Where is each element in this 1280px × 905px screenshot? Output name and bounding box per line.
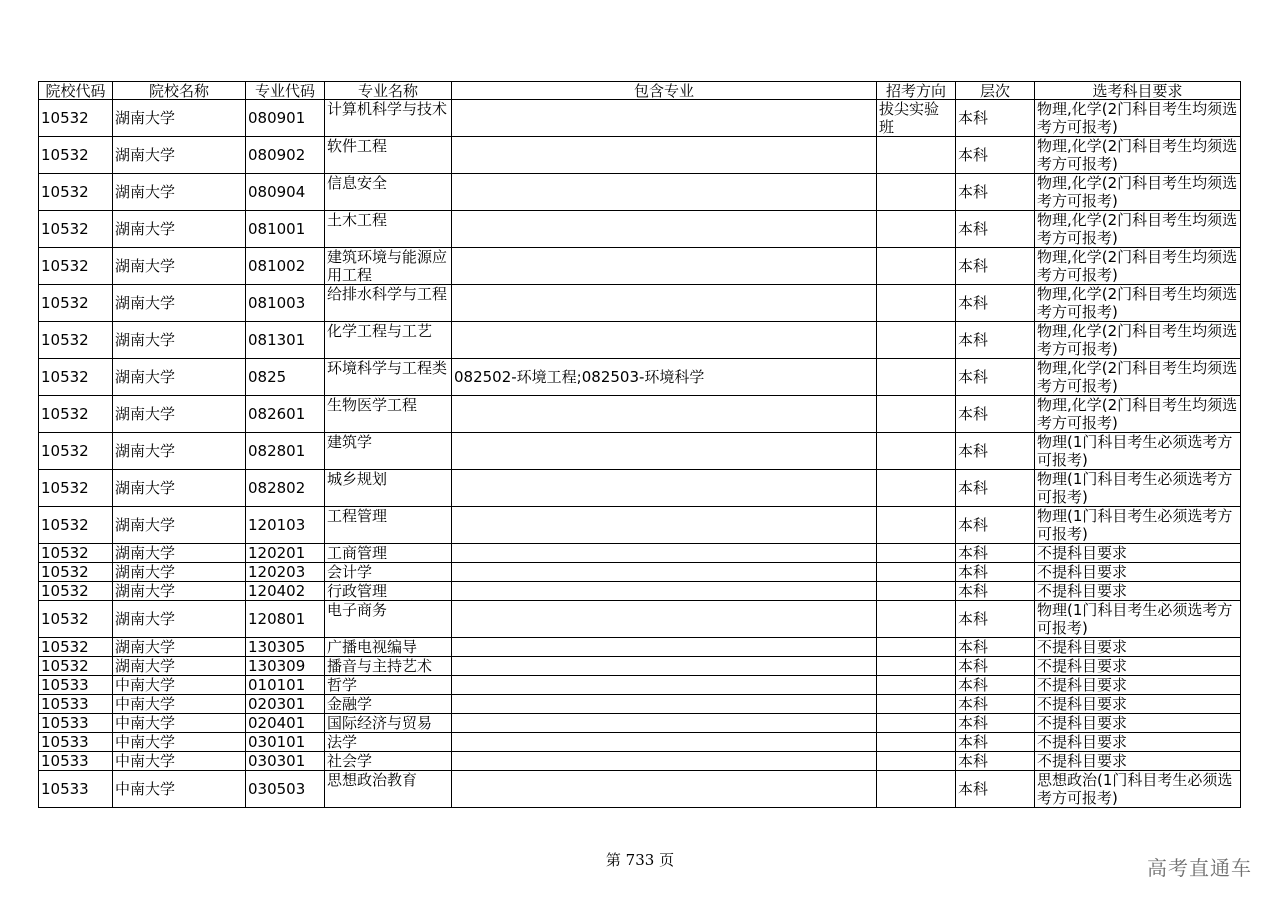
- cell-major-code: 080901: [246, 100, 325, 137]
- cell-subject-requirement: 不提科目要求: [1035, 752, 1241, 771]
- table-row: [39, 100, 1241, 137]
- cell-school-name: 湖南大学: [113, 657, 246, 676]
- cell-subject-requirement: 物理,化学(2门科目考生均须选考方可报考): [1035, 248, 1241, 285]
- cell-major-name: 化学工程与工艺: [325, 322, 452, 359]
- cell-level: 本科: [956, 211, 1035, 248]
- cell-subject-requirement: 物理,化学(2门科目考生均须选考方可报考): [1035, 174, 1241, 211]
- table-row: [39, 285, 1241, 322]
- cell-major-name: 国际经济与贸易: [325, 714, 452, 733]
- cell-included-majors: [452, 657, 877, 676]
- cell-subject-requirement: 不提科目要求: [1035, 544, 1241, 563]
- cell-school-code: 10532: [39, 507, 113, 544]
- cell-major-name: 计算机科学与技术: [325, 100, 452, 137]
- cell-major-name: 建筑学: [325, 433, 452, 470]
- cell-direction: [877, 359, 956, 396]
- col-header-major-name: 专业名称: [325, 82, 452, 100]
- cell-school-code: 10532: [39, 563, 113, 582]
- cell-school-name: 湖南大学: [113, 433, 246, 470]
- cell-school-name: 湖南大学: [113, 601, 246, 638]
- cell-included-majors: [452, 396, 877, 433]
- cell-level: 本科: [956, 174, 1035, 211]
- cell-school-name: 湖南大学: [113, 285, 246, 322]
- cell-level: 本科: [956, 396, 1035, 433]
- cell-subject-requirement: 不提科目要求: [1035, 714, 1241, 733]
- cell-direction: [877, 563, 956, 582]
- table-row: [39, 676, 1241, 695]
- cell-subject-requirement: 不提科目要求: [1035, 638, 1241, 657]
- cell-included-majors: [452, 137, 877, 174]
- col-header-direction: 招考方向: [877, 82, 956, 100]
- table-row: [39, 733, 1241, 752]
- cell-included-majors: [452, 714, 877, 733]
- cell-major-name: 土木工程: [325, 211, 452, 248]
- cell-included-majors: [452, 433, 877, 470]
- cell-subject-requirement: 物理(1门科目考生必须选考方可报考): [1035, 433, 1241, 470]
- cell-school-code: 10532: [39, 137, 113, 174]
- table-row: [39, 359, 1241, 396]
- cell-level: 本科: [956, 507, 1035, 544]
- cell-school-code: 10533: [39, 771, 113, 808]
- cell-level: 本科: [956, 285, 1035, 322]
- cell-major-name: 电子商务: [325, 601, 452, 638]
- header-row: [39, 82, 1241, 100]
- cell-major-code: 030301: [246, 752, 325, 771]
- cell-level: 本科: [956, 470, 1035, 507]
- col-header-subject-requirement: 选考科目要求: [1035, 82, 1241, 100]
- cell-school-name: 湖南大学: [113, 174, 246, 211]
- cell-major-name: 信息安全: [325, 174, 452, 211]
- cell-level: 本科: [956, 638, 1035, 657]
- cell-major-name: 播音与主持艺术: [325, 657, 452, 676]
- cell-major-code: 082601: [246, 396, 325, 433]
- cell-level: 本科: [956, 582, 1035, 601]
- cell-level: 本科: [956, 248, 1035, 285]
- cell-subject-requirement: 物理,化学(2门科目考生均须选考方可报考): [1035, 396, 1241, 433]
- cell-major-name: 建筑环境与能源应用工程: [325, 248, 452, 285]
- cell-included-majors: [452, 507, 877, 544]
- cell-level: 本科: [956, 695, 1035, 714]
- cell-major-code: 020401: [246, 714, 325, 733]
- table-row: [39, 433, 1241, 470]
- cell-level: 本科: [956, 733, 1035, 752]
- cell-school-name: 中南大学: [113, 733, 246, 752]
- cell-major-name: 社会学: [325, 752, 452, 771]
- cell-major-name: 生物医学工程: [325, 396, 452, 433]
- cell-direction: [877, 174, 956, 211]
- cell-included-majors: [452, 676, 877, 695]
- cell-major-code: 120801: [246, 601, 325, 638]
- cell-included-majors: [452, 752, 877, 771]
- cell-level: 本科: [956, 544, 1035, 563]
- cell-major-name: 法学: [325, 733, 452, 752]
- cell-school-name: 中南大学: [113, 676, 246, 695]
- cell-major-code: 120103: [246, 507, 325, 544]
- table-row: [39, 544, 1241, 563]
- table-row: [39, 470, 1241, 507]
- cell-included-majors: [452, 601, 877, 638]
- cell-major-code: 082802: [246, 470, 325, 507]
- cell-major-code: 081301: [246, 322, 325, 359]
- cell-major-name: 行政管理: [325, 582, 452, 601]
- cell-major-name: 给排水科学与工程: [325, 285, 452, 322]
- cell-school-name: 湖南大学: [113, 507, 246, 544]
- cell-direction: [877, 695, 956, 714]
- cell-school-code: 10532: [39, 285, 113, 322]
- cell-level: 本科: [956, 601, 1035, 638]
- table-row: [39, 601, 1241, 638]
- cell-level: 本科: [956, 137, 1035, 174]
- cell-included-majors: [452, 285, 877, 322]
- cell-included-majors: [452, 638, 877, 657]
- cell-major-name: 思想政治教育: [325, 771, 452, 808]
- cell-major-code: 030503: [246, 771, 325, 808]
- cell-direction: [877, 752, 956, 771]
- cell-major-name: 会计学: [325, 563, 452, 582]
- table-row: [39, 771, 1241, 808]
- table-body: [39, 100, 1241, 808]
- cell-major-code: 080904: [246, 174, 325, 211]
- cell-school-name: 中南大学: [113, 695, 246, 714]
- cell-major-code: 020301: [246, 695, 325, 714]
- cell-included-majors: [452, 563, 877, 582]
- cell-direction: [877, 470, 956, 507]
- table-row: [39, 657, 1241, 676]
- cell-level: 本科: [956, 714, 1035, 733]
- cell-subject-requirement: 不提科目要求: [1035, 657, 1241, 676]
- cell-level: 本科: [956, 100, 1035, 137]
- cell-subject-requirement: 物理,化学(2门科目考生均须选考方可报考): [1035, 100, 1241, 137]
- table-row: [39, 638, 1241, 657]
- cell-school-code: 10532: [39, 174, 113, 211]
- cell-included-majors: [452, 771, 877, 808]
- cell-subject-requirement: 不提科目要求: [1035, 676, 1241, 695]
- cell-included-majors: [452, 582, 877, 601]
- cell-major-name: 软件工程: [325, 137, 452, 174]
- admission-table: [38, 81, 1241, 808]
- cell-included-majors: [452, 211, 877, 248]
- watermark: 高考直通车: [1147, 856, 1252, 880]
- cell-level: 本科: [956, 657, 1035, 676]
- cell-direction: [877, 248, 956, 285]
- col-header-level: 层次: [956, 82, 1035, 100]
- cell-school-name: 湖南大学: [113, 582, 246, 601]
- cell-direction: [877, 285, 956, 322]
- cell-major-code: 010101: [246, 676, 325, 695]
- cell-direction: 拔尖实验班: [877, 100, 956, 137]
- cell-major-name: 金融学: [325, 695, 452, 714]
- cell-direction: [877, 733, 956, 752]
- cell-school-name: 湖南大学: [113, 638, 246, 657]
- cell-school-code: 10533: [39, 695, 113, 714]
- table-row: [39, 582, 1241, 601]
- cell-included-majors: [452, 174, 877, 211]
- cell-major-code: 081003: [246, 285, 325, 322]
- cell-school-code: 10532: [39, 211, 113, 248]
- cell-direction: [877, 582, 956, 601]
- cell-school-name: 湖南大学: [113, 470, 246, 507]
- cell-school-name: 湖南大学: [113, 396, 246, 433]
- cell-level: 本科: [956, 359, 1035, 396]
- cell-school-code: 10533: [39, 714, 113, 733]
- cell-subject-requirement: 物理,化学(2门科目考生均须选考方可报考): [1035, 211, 1241, 248]
- col-header-school-name: 院校名称: [113, 82, 246, 100]
- cell-school-name: 湖南大学: [113, 100, 246, 137]
- cell-subject-requirement: 物理,化学(2门科目考生均须选考方可报考): [1035, 285, 1241, 322]
- cell-school-code: 10533: [39, 752, 113, 771]
- cell-included-majors: [452, 544, 877, 563]
- cell-included-majors: [452, 733, 877, 752]
- col-header-school-code: 院校代码: [39, 82, 113, 100]
- cell-included-majors: [452, 322, 877, 359]
- table-row: [39, 248, 1241, 285]
- cell-school-code: 10532: [39, 657, 113, 676]
- cell-school-code: 10532: [39, 248, 113, 285]
- cell-major-code: 0825: [246, 359, 325, 396]
- cell-major-code: 130305: [246, 638, 325, 657]
- cell-level: 本科: [956, 771, 1035, 808]
- cell-included-majors: [452, 248, 877, 285]
- cell-subject-requirement: 不提科目要求: [1035, 563, 1241, 582]
- page-number: 第 733 页: [605, 851, 675, 869]
- table-row: [39, 396, 1241, 433]
- cell-major-code: 120203: [246, 563, 325, 582]
- cell-direction: [877, 657, 956, 676]
- cell-major-code: 080902: [246, 137, 325, 174]
- table-row: [39, 211, 1241, 248]
- cell-subject-requirement: 不提科目要求: [1035, 733, 1241, 752]
- table-row: [39, 752, 1241, 771]
- cell-direction: [877, 322, 956, 359]
- cell-subject-requirement: 物理(1门科目考生必须选考方可报考): [1035, 470, 1241, 507]
- cell-major-code: 081001: [246, 211, 325, 248]
- cell-school-name: 湖南大学: [113, 563, 246, 582]
- cell-subject-requirement: 不提科目要求: [1035, 695, 1241, 714]
- cell-school-name: 湖南大学: [113, 359, 246, 396]
- col-header-included-majors: 包含专业: [452, 82, 877, 100]
- cell-school-code: 10532: [39, 322, 113, 359]
- cell-major-code: 081002: [246, 248, 325, 285]
- cell-direction: [877, 507, 956, 544]
- cell-school-code: 10532: [39, 100, 113, 137]
- cell-school-code: 10532: [39, 470, 113, 507]
- cell-subject-requirement: 物理,化学(2门科目考生均须选考方可报考): [1035, 322, 1241, 359]
- table-row: [39, 714, 1241, 733]
- cell-direction: [877, 638, 956, 657]
- table-row: [39, 174, 1241, 211]
- cell-major-name: 工程管理: [325, 507, 452, 544]
- cell-subject-requirement: 思想政治(1门科目考生必须选考方可报考): [1035, 771, 1241, 808]
- cell-school-name: 中南大学: [113, 752, 246, 771]
- cell-subject-requirement: 物理(1门科目考生必须选考方可报考): [1035, 507, 1241, 544]
- cell-subject-requirement: 物理,化学(2门科目考生均须选考方可报考): [1035, 137, 1241, 174]
- cell-school-code: 10532: [39, 601, 113, 638]
- cell-school-code: 10533: [39, 676, 113, 695]
- cell-school-code: 10532: [39, 433, 113, 470]
- col-header-major-code: 专业代码: [246, 82, 325, 100]
- cell-subject-requirement: 不提科目要求: [1035, 582, 1241, 601]
- cell-major-name: 环境科学与工程类: [325, 359, 452, 396]
- table-row: [39, 322, 1241, 359]
- cell-included-majors: [452, 470, 877, 507]
- table-row: [39, 563, 1241, 582]
- cell-school-name: 湖南大学: [113, 211, 246, 248]
- cell-subject-requirement: 物理(1门科目考生必须选考方可报考): [1035, 601, 1241, 638]
- cell-direction: [877, 396, 956, 433]
- cell-school-code: 10532: [39, 396, 113, 433]
- cell-school-code: 10532: [39, 638, 113, 657]
- cell-major-name: 哲学: [325, 676, 452, 695]
- cell-school-name: 湖南大学: [113, 248, 246, 285]
- cell-level: 本科: [956, 752, 1035, 771]
- cell-direction: [877, 714, 956, 733]
- cell-direction: [877, 676, 956, 695]
- cell-direction: [877, 433, 956, 470]
- cell-direction: [877, 544, 956, 563]
- cell-major-name: 工商管理: [325, 544, 452, 563]
- cell-direction: [877, 601, 956, 638]
- cell-school-code: 10532: [39, 582, 113, 601]
- cell-school-name: 中南大学: [113, 771, 246, 808]
- cell-included-majors: [452, 695, 877, 714]
- cell-school-name: 中南大学: [113, 714, 246, 733]
- cell-school-code: 10532: [39, 359, 113, 396]
- table-row: [39, 695, 1241, 714]
- cell-major-code: 082801: [246, 433, 325, 470]
- cell-direction: [877, 771, 956, 808]
- cell-level: 本科: [956, 676, 1035, 695]
- cell-school-code: 10533: [39, 733, 113, 752]
- cell-included-majors: 082502-环境工程;082503-环境科学: [452, 359, 877, 396]
- cell-level: 本科: [956, 433, 1035, 470]
- table-row: [39, 137, 1241, 174]
- cell-level: 本科: [956, 322, 1035, 359]
- cell-included-majors: [452, 100, 877, 137]
- cell-major-code: 130309: [246, 657, 325, 676]
- cell-major-code: 030101: [246, 733, 325, 752]
- cell-direction: [877, 137, 956, 174]
- cell-major-code: 120402: [246, 582, 325, 601]
- cell-school-name: 湖南大学: [113, 544, 246, 563]
- cell-school-code: 10532: [39, 544, 113, 563]
- cell-major-name: 城乡规划: [325, 470, 452, 507]
- cell-subject-requirement: 物理,化学(2门科目考生均须选考方可报考): [1035, 359, 1241, 396]
- cell-major-code: 120201: [246, 544, 325, 563]
- cell-level: 本科: [956, 563, 1035, 582]
- table-row: [39, 507, 1241, 544]
- cell-school-name: 湖南大学: [113, 322, 246, 359]
- cell-school-name: 湖南大学: [113, 137, 246, 174]
- cell-major-name: 广播电视编导: [325, 638, 452, 657]
- cell-direction: [877, 211, 956, 248]
